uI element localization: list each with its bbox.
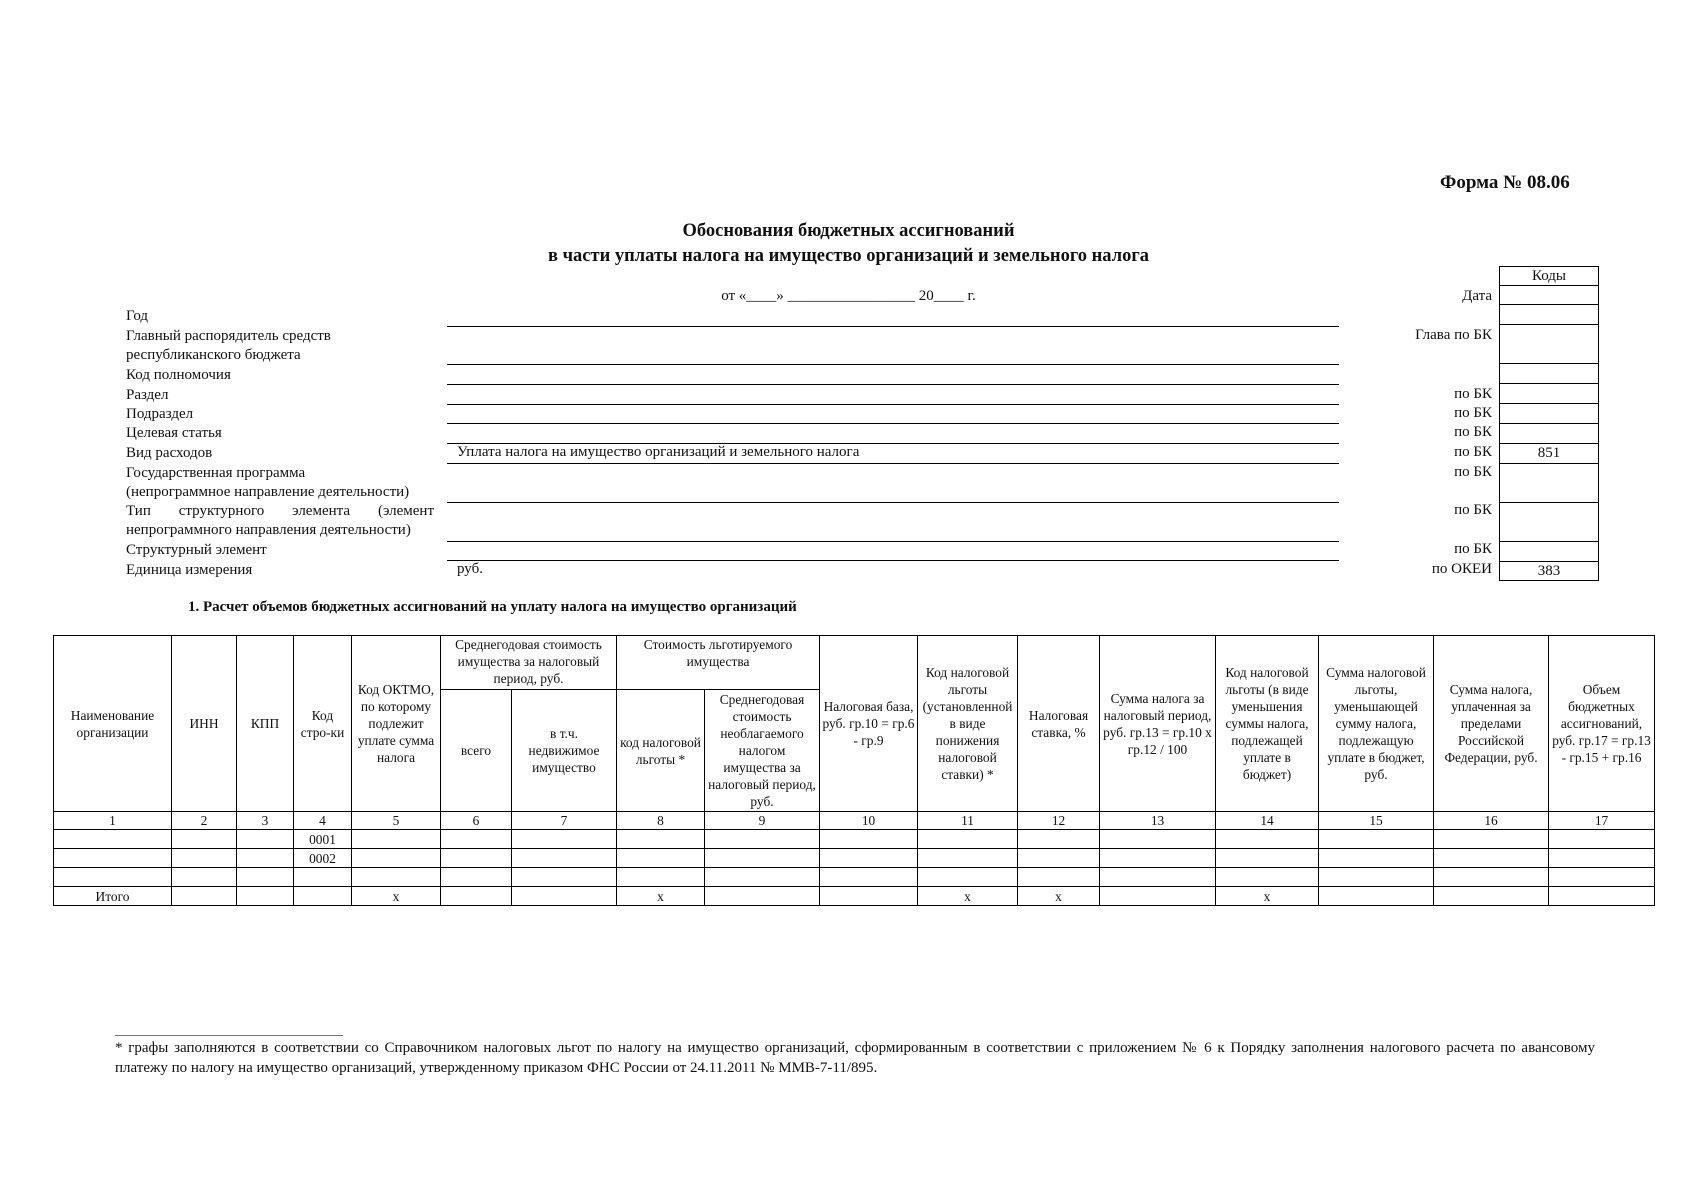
row-code-cell: 0002 <box>294 849 352 868</box>
cell[interactable] <box>1018 830 1100 849</box>
struct-element-line[interactable] <box>447 560 1339 561</box>
th-benefit-code-rate: Код налоговой льготы (установленной в виде понижения налоговой ставки) * <box>918 636 1018 812</box>
struct-type-line[interactable] <box>447 541 1339 542</box>
label-target-bk: по БК <box>1454 424 1492 440</box>
cell[interactable] <box>820 830 918 849</box>
cell[interactable] <box>1549 849 1655 868</box>
col-num: 7 <box>512 812 617 830</box>
cell[interactable] <box>54 830 172 849</box>
th-tax-base: Налоговая база, руб. гр.10 = гр.6 - гр.9 <box>820 636 918 812</box>
th-oktmo: Код ОКТМО, по которому подлежит уплате сумма налога <box>352 636 441 812</box>
cell[interactable] <box>441 887 512 906</box>
cell[interactable] <box>918 849 1018 868</box>
label-subsection: Подраздел <box>126 406 194 422</box>
cell[interactable] <box>237 868 294 887</box>
authority-code-line[interactable] <box>447 384 1339 385</box>
cell[interactable] <box>172 887 237 906</box>
cell[interactable] <box>1434 830 1549 849</box>
code-okei: 383 <box>1499 562 1599 581</box>
doc-title-line2: в части уплаты налога на имущество организаций и земельного налога <box>548 246 1149 266</box>
cell[interactable] <box>512 830 617 849</box>
code-section <box>1499 384 1599 404</box>
cell[interactable] <box>1100 830 1216 849</box>
label-okei: по ОКЕИ <box>1431 561 1492 577</box>
label-date: Дата <box>1462 288 1492 304</box>
label-struct-element: Структурный элемент <box>126 542 267 558</box>
th-benefit-sum: Сумма налоговой льготы, уменьшающей сумму налога, подлежащую уплате в бюджет, руб. <box>1319 636 1434 812</box>
label-authority-code: Код полномочия <box>126 367 231 383</box>
cell[interactable] <box>1319 849 1434 868</box>
th-realty: в т.ч. недвижимое имущество <box>512 690 617 812</box>
cell[interactable] <box>352 830 441 849</box>
footnote-rule <box>115 1035 343 1036</box>
th-org-name: Наименование организации <box>54 636 172 812</box>
col-num: 16 <box>1434 812 1549 830</box>
x-mark: x <box>352 887 441 906</box>
label-section: Раздел <box>126 387 169 403</box>
th-budget-volume: Объем бюджетных ассигнований, руб. гр.17 = гр.13 - гр.15 + гр.16 <box>1549 636 1655 812</box>
cell[interactable] <box>1216 868 1319 887</box>
cell[interactable] <box>705 830 820 849</box>
cell[interactable] <box>441 849 512 868</box>
th-tax-rate: Налоговая ставка, % <box>1018 636 1100 812</box>
cell[interactable] <box>237 887 294 906</box>
cell[interactable] <box>617 830 705 849</box>
code-subsection <box>1499 404 1599 424</box>
cell[interactable] <box>1549 868 1655 887</box>
cell[interactable] <box>1216 849 1319 868</box>
cell[interactable] <box>352 849 441 868</box>
th-avg-value: Среднегодовая стоимость имущества за налоговый период, руб. <box>441 636 617 690</box>
code-expense-type: 851 <box>1499 444 1599 464</box>
cell[interactable] <box>1100 868 1216 887</box>
code-chapter <box>1499 325 1599 364</box>
cell[interactable] <box>294 887 352 906</box>
cell[interactable] <box>1319 868 1434 887</box>
col-num: 11 <box>918 812 1018 830</box>
cell[interactable] <box>294 868 352 887</box>
col-num: 2 <box>172 812 237 830</box>
year-line[interactable] <box>447 326 1339 327</box>
col-num: 17 <box>1549 812 1655 830</box>
code-state-program <box>1499 464 1599 503</box>
code-date <box>1499 285 1599 305</box>
cell[interactable] <box>918 830 1018 849</box>
cell[interactable] <box>1018 849 1100 868</box>
section1-title: 1. Расчет объемов бюджетных ассигнований на уплату налога на имущество организаций <box>188 599 797 615</box>
th-benefit-code: код налоговой льготы * <box>617 690 705 812</box>
cell[interactable] <box>918 868 1018 887</box>
cell[interactable] <box>54 849 172 868</box>
label-expense-type: Вид расходов <box>126 445 213 461</box>
cell[interactable] <box>1319 830 1434 849</box>
th-inn: ИНН <box>172 636 237 812</box>
expense-type-line[interactable] <box>447 463 1339 464</box>
label-unit: Единица измерения <box>126 562 253 578</box>
cell[interactable] <box>512 868 617 887</box>
label-target-article: Целевая статья <box>126 425 222 441</box>
cell[interactable] <box>1549 830 1655 849</box>
column-numbers-row <box>54 812 1655 830</box>
label-subsection-bk: по БК <box>1454 405 1492 421</box>
date-line: от «____» _________________ 20____ г. <box>721 288 976 304</box>
cell[interactable] <box>705 868 820 887</box>
label-program-bk: по БК <box>1454 464 1492 480</box>
x-mark: x <box>617 887 705 906</box>
cell[interactable] <box>820 887 918 906</box>
unit-value: руб. <box>457 561 483 577</box>
cell[interactable] <box>172 849 237 868</box>
state-program-line[interactable] <box>447 502 1339 503</box>
total-label: Итого <box>54 887 172 906</box>
col-num: 8 <box>617 812 705 830</box>
th-benefit-code-reduction: Код налоговой льготы (в виде уменьшения суммы налога, подлежащей уплате в бюджет) <box>1216 636 1319 812</box>
cell[interactable] <box>172 868 237 887</box>
label-expense-bk: по БК <box>1454 444 1492 460</box>
th-row-code: Код стро-ки <box>294 636 352 812</box>
label-chief-manager-2: республиканского бюджета <box>126 347 301 363</box>
code-struct-element <box>1499 542 1599 562</box>
cell[interactable] <box>617 849 705 868</box>
table-row <box>54 868 1655 887</box>
col-num: 6 <box>441 812 512 830</box>
cell[interactable] <box>1434 868 1549 887</box>
th-tax-sum: Сумма налога за налоговый период, руб. гр.13 = гр.10 x гр.12 / 100 <box>1100 636 1216 812</box>
x-mark: x <box>1216 887 1319 906</box>
col-num: 15 <box>1319 812 1434 830</box>
col-num: 12 <box>1018 812 1100 830</box>
cell[interactable] <box>1434 887 1549 906</box>
cell[interactable] <box>1319 887 1434 906</box>
col-num: 10 <box>820 812 918 830</box>
property-tax-table <box>53 635 1655 906</box>
label-chief-manager-1: Главный распорядитель средств <box>126 328 331 344</box>
total-row <box>54 887 1655 906</box>
row-code-cell: 0001 <box>294 830 352 849</box>
doc-title-line1: Обоснования бюджетных ассигнований <box>682 221 1015 241</box>
cell[interactable] <box>617 868 705 887</box>
footnote: * графы заполняются в соответствии со Справочником налоговых льгот по налогу на имущество организаций, сформированным в соответствии с приложением № 6 к Порядку заполнения налогового расчета по авансовому платежу по налогу на имущество организаций, утвержденному приказом ФНС России от 24.11.2011 № ММВ-7-11/895. <box>115 1040 1595 1076</box>
code-struct-type <box>1499 503 1599 542</box>
x-mark: x <box>1018 887 1100 906</box>
section-line[interactable] <box>447 404 1339 405</box>
codes-header: Коды <box>1499 266 1599 286</box>
cell[interactable] <box>237 849 294 868</box>
cell[interactable] <box>820 849 918 868</box>
label-struct-type-2: непрограммного направления деятельности) <box>126 522 411 538</box>
col-num: 4 <box>294 812 352 830</box>
cell[interactable] <box>1018 868 1100 887</box>
cell[interactable] <box>512 887 617 906</box>
col-num: 13 <box>1100 812 1216 830</box>
label-struct-type-bk: по БК <box>1454 502 1492 518</box>
cell[interactable] <box>705 887 820 906</box>
cell[interactable] <box>352 868 441 887</box>
cell[interactable] <box>1100 887 1216 906</box>
col-num: 3 <box>237 812 294 830</box>
col-num: 5 <box>352 812 441 830</box>
cell[interactable] <box>172 830 237 849</box>
cell[interactable] <box>237 830 294 849</box>
table-row <box>54 830 1655 849</box>
th-total: всего <box>441 690 512 812</box>
code-year <box>1499 305 1599 325</box>
cell[interactable] <box>820 868 918 887</box>
cell[interactable] <box>1100 849 1216 868</box>
cell[interactable] <box>512 849 617 868</box>
code-authority <box>1499 364 1599 384</box>
th-kpp: КПП <box>237 636 294 812</box>
label-section-bk: по БК <box>1454 386 1492 402</box>
expense-type-value: Уплата налога на имущество организаций и земельного налога <box>457 444 860 460</box>
th-nontax-value: Среднегодовая стоимость необлагаемого налогом имущества за налоговый период, руб. <box>705 690 820 812</box>
label-struct-type-1: Тип структурного элемента (элемент <box>126 503 434 519</box>
form-number: Форма № 08.06 <box>1440 172 1570 193</box>
cell[interactable] <box>705 849 820 868</box>
subsection-line[interactable] <box>447 423 1339 424</box>
cell[interactable] <box>1549 887 1655 906</box>
label-chapter: Глава по БК <box>1415 327 1492 343</box>
col-num: 9 <box>705 812 820 830</box>
th-benefit-value: Стоимость льготируемого имущества <box>617 636 820 690</box>
label-struct-element-bk: по БК <box>1454 541 1492 557</box>
label-state-program-2: (непрограммное направление деятельности) <box>126 484 410 500</box>
cell[interactable] <box>441 868 512 887</box>
x-mark: x <box>918 887 1018 906</box>
th-paid-abroad: Сумма налога, уплаченная за пределами Российской Федерации, руб. <box>1434 636 1549 812</box>
cell[interactable] <box>1434 849 1549 868</box>
label-year: Год <box>126 308 149 324</box>
col-num: 14 <box>1216 812 1319 830</box>
table-row <box>54 849 1655 868</box>
col-num: 1 <box>54 812 172 830</box>
cell[interactable] <box>54 868 172 887</box>
label-state-program-1: Государственная программа <box>126 465 306 481</box>
code-target-article <box>1499 424 1599 444</box>
cell[interactable] <box>441 830 512 849</box>
chief-manager-line[interactable] <box>447 364 1339 365</box>
cell[interactable] <box>1216 830 1319 849</box>
